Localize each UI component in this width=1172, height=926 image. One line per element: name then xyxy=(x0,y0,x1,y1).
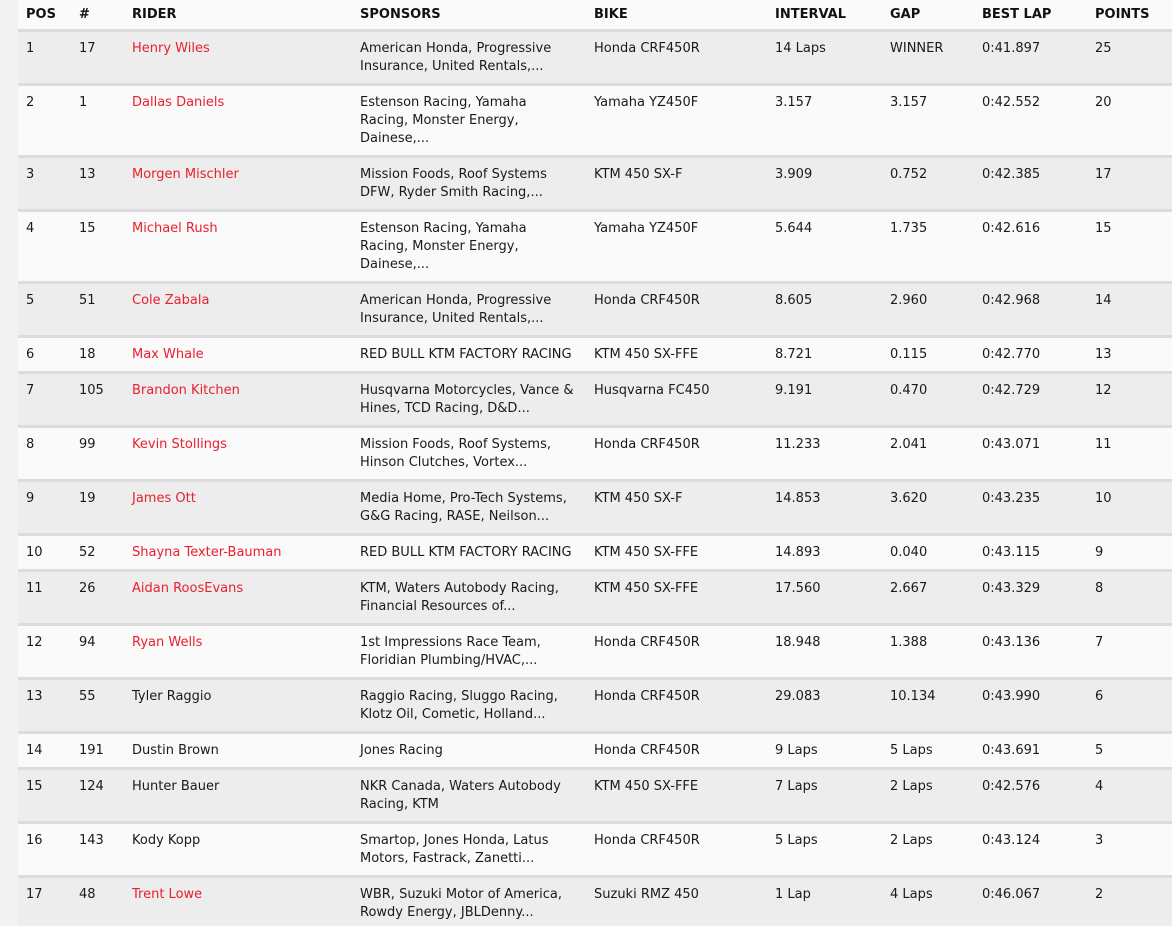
rider-link[interactable]: Brandon Kitchen xyxy=(132,383,240,398)
rider-cell xyxy=(124,31,352,85)
sponsors-cell: RED BULL KTM FACTORY RACING xyxy=(352,535,586,571)
points-cell: 2 xyxy=(1087,877,1172,926)
bike-cell: Honda CRF450R xyxy=(586,823,767,877)
gap-cell: 2 Laps xyxy=(882,823,974,877)
rider-name: Dustin Brown xyxy=(132,743,219,758)
rider-link[interactable]: Ryan Wells xyxy=(132,635,203,650)
sponsors-cell: KTM, Waters Autobody Racing, Financial Resources of... xyxy=(352,571,586,625)
points-cell: 9 xyxy=(1087,535,1172,571)
header-gap: GAP xyxy=(882,0,974,31)
gap-cell: 0.470 xyxy=(882,373,974,427)
interval-cell: 5 Laps xyxy=(767,823,882,877)
header-number: # xyxy=(71,0,124,31)
header-best-lap: BEST LAP xyxy=(974,0,1087,31)
sponsors-cell: Husqvarna Motorcycles, Vance & Hines, TCD Racing, D&D... xyxy=(352,373,586,427)
rider-link[interactable]: Michael Rush xyxy=(132,221,218,236)
best-lap-cell: 0:42.552 xyxy=(974,85,1087,157)
number-cell: 13 xyxy=(71,157,124,211)
rider-link[interactable]: James Ott xyxy=(132,491,196,506)
table-row xyxy=(18,427,1172,481)
best-lap-cell: 0:43.329 xyxy=(974,571,1087,625)
best-lap-cell: 0:43.691 xyxy=(974,733,1087,769)
number-cell: 51 xyxy=(71,283,124,337)
number-cell: 48 xyxy=(71,877,124,926)
position-cell: 10 xyxy=(18,535,71,571)
best-lap-cell: 0:42.968 xyxy=(974,283,1087,337)
position-cell: 6 xyxy=(18,337,71,373)
points-cell: 25 xyxy=(1087,31,1172,85)
rider-cell xyxy=(124,85,352,157)
bike-cell: Honda CRF450R xyxy=(586,283,767,337)
rider-cell xyxy=(124,877,352,926)
table-row xyxy=(18,679,1172,733)
rider-link[interactable]: Trent Lowe xyxy=(132,887,203,902)
interval-cell: 9.191 xyxy=(767,373,882,427)
bike-cell: KTM 450 SX-F xyxy=(586,157,767,211)
position-cell: 2 xyxy=(18,85,71,157)
gap-cell: 1.735 xyxy=(882,211,974,283)
sponsors-cell: WBR, Suzuki Motor of America, Rowdy Energy, JBLDenny... xyxy=(352,877,586,926)
gap-cell: 0.115 xyxy=(882,337,974,373)
position-cell: 3 xyxy=(18,157,71,211)
header-rider: RIDER xyxy=(124,0,352,31)
table-row xyxy=(18,283,1172,337)
best-lap-cell: 0:42.770 xyxy=(974,337,1087,373)
table-row xyxy=(18,211,1172,283)
best-lap-cell: 0:42.576 xyxy=(974,769,1087,823)
sponsors-cell: Estenson Racing, Yamaha Racing, Monster Energy, Dainese,... xyxy=(352,85,586,157)
best-lap-cell: 0:43.124 xyxy=(974,823,1087,877)
best-lap-cell: 0:43.071 xyxy=(974,427,1087,481)
interval-cell: 8.605 xyxy=(767,283,882,337)
rider-name: Tyler Raggio xyxy=(132,689,212,704)
position-cell: 11 xyxy=(18,571,71,625)
position-cell: 1 xyxy=(18,31,71,85)
table-row xyxy=(18,337,1172,373)
gap-cell: 2 Laps xyxy=(882,769,974,823)
interval-cell: 29.083 xyxy=(767,679,882,733)
results-panel xyxy=(18,0,1172,926)
bike-cell: Honda CRF450R xyxy=(586,427,767,481)
position-cell: 13 xyxy=(18,679,71,733)
interval-cell: 14.853 xyxy=(767,481,882,535)
bike-cell: Honda CRF450R xyxy=(586,31,767,85)
rider-link[interactable]: Dallas Daniels xyxy=(132,95,225,110)
sponsors-cell: Raggio Racing, Sluggo Racing, Klotz Oil, Cometic, Holland... xyxy=(352,679,586,733)
points-cell: 6 xyxy=(1087,679,1172,733)
best-lap-cell: 0:43.115 xyxy=(974,535,1087,571)
number-cell: 55 xyxy=(71,679,124,733)
sponsors-cell: Jones Racing xyxy=(352,733,586,769)
points-cell: 13 xyxy=(1087,337,1172,373)
header-interval: INTERVAL xyxy=(767,0,882,31)
sponsors-cell: Mission Foods, Roof Systems, Hinson Clutches, Vortex... xyxy=(352,427,586,481)
rider-link[interactable]: Henry Wiles xyxy=(132,41,210,56)
number-cell: 19 xyxy=(71,481,124,535)
table-row xyxy=(18,769,1172,823)
header-pos: POS xyxy=(18,0,71,31)
bike-cell: Husqvarna FC450 xyxy=(586,373,767,427)
points-cell: 17 xyxy=(1087,157,1172,211)
points-cell: 8 xyxy=(1087,571,1172,625)
bike-cell: Yamaha YZ450F xyxy=(586,211,767,283)
position-cell: 4 xyxy=(18,211,71,283)
bike-cell: Honda CRF450R xyxy=(586,625,767,679)
position-cell: 12 xyxy=(18,625,71,679)
sponsors-cell: American Honda, Progressive Insurance, United Rentals,... xyxy=(352,283,586,337)
points-cell: 11 xyxy=(1087,427,1172,481)
interval-cell: 1 Lap xyxy=(767,877,882,926)
points-cell: 3 xyxy=(1087,823,1172,877)
rider-cell xyxy=(124,679,352,733)
rider-cell xyxy=(124,373,352,427)
position-cell: 5 xyxy=(18,283,71,337)
number-cell: 124 xyxy=(71,769,124,823)
number-cell: 99 xyxy=(71,427,124,481)
rider-cell xyxy=(124,427,352,481)
sponsors-cell: Media Home, Pro-Tech Systems, G&G Racing, RASE, Neilson... xyxy=(352,481,586,535)
table-row xyxy=(18,157,1172,211)
gap-cell: 10.134 xyxy=(882,679,974,733)
interval-cell: 11.233 xyxy=(767,427,882,481)
position-cell: 9 xyxy=(18,481,71,535)
header-points: POINTS xyxy=(1087,0,1172,31)
position-cell: 17 xyxy=(18,877,71,926)
bike-cell: Suzuki RMZ 450 xyxy=(586,877,767,926)
position-cell: 14 xyxy=(18,733,71,769)
interval-cell: 14.893 xyxy=(767,535,882,571)
number-cell: 52 xyxy=(71,535,124,571)
best-lap-cell: 0:42.385 xyxy=(974,157,1087,211)
rider-link[interactable]: Max Whale xyxy=(132,347,204,362)
bike-cell: KTM 450 SX-FFE xyxy=(586,535,767,571)
table-row xyxy=(18,877,1172,926)
points-cell: 12 xyxy=(1087,373,1172,427)
table-row xyxy=(18,823,1172,877)
gap-cell: 1.388 xyxy=(882,625,974,679)
best-lap-cell: 0:43.136 xyxy=(974,625,1087,679)
table-row xyxy=(18,571,1172,625)
sponsors-cell: Smartop, Jones Honda, Latus Motors, Fastrack, Zanetti... xyxy=(352,823,586,877)
interval-cell: 3.909 xyxy=(767,157,882,211)
points-cell: 5 xyxy=(1087,733,1172,769)
bike-cell: Yamaha YZ450F xyxy=(586,85,767,157)
position-cell: 16 xyxy=(18,823,71,877)
rider-cell xyxy=(124,733,352,769)
sponsors-cell: Mission Foods, Roof Systems DFW, Ryder Smith Racing,... xyxy=(352,157,586,211)
interval-cell: 14 Laps xyxy=(767,31,882,85)
bike-cell: Honda CRF450R xyxy=(586,733,767,769)
number-cell: 105 xyxy=(71,373,124,427)
gap-cell: 3.620 xyxy=(882,481,974,535)
header-bike: BIKE xyxy=(586,0,767,31)
sponsors-cell: 1st Impressions Race Team, Floridian Plumbing/HVAC,... xyxy=(352,625,586,679)
interval-cell: 5.644 xyxy=(767,211,882,283)
table-header-row xyxy=(18,0,1172,31)
rider-link[interactable]: Morgen Mischler xyxy=(132,167,239,182)
position-cell: 15 xyxy=(18,769,71,823)
interval-cell: 9 Laps xyxy=(767,733,882,769)
position-cell: 8 xyxy=(18,427,71,481)
rider-cell xyxy=(124,157,352,211)
number-cell: 17 xyxy=(71,31,124,85)
bike-cell: Honda CRF450R xyxy=(586,679,767,733)
points-cell: 15 xyxy=(1087,211,1172,283)
points-cell: 14 xyxy=(1087,283,1172,337)
table-row xyxy=(18,373,1172,427)
table-row xyxy=(18,625,1172,679)
gap-cell: 2.960 xyxy=(882,283,974,337)
gap-cell: 5 Laps xyxy=(882,733,974,769)
rider-cell xyxy=(124,571,352,625)
sponsors-cell: NKR Canada, Waters Autobody Racing, KTM xyxy=(352,769,586,823)
gap-cell: WINNER xyxy=(882,31,974,85)
rider-cell xyxy=(124,535,352,571)
rider-cell xyxy=(124,337,352,373)
gap-cell: 0.752 xyxy=(882,157,974,211)
best-lap-cell: 0:43.235 xyxy=(974,481,1087,535)
rider-cell xyxy=(124,625,352,679)
interval-cell: 8.721 xyxy=(767,337,882,373)
rider-cell xyxy=(124,823,352,877)
rider-cell xyxy=(124,283,352,337)
points-cell: 10 xyxy=(1087,481,1172,535)
rider-name: Hunter Bauer xyxy=(132,779,220,794)
sponsors-cell: Estenson Racing, Yamaha Racing, Monster Energy, Dainese,... xyxy=(352,211,586,283)
header-sponsors: SPONSORS xyxy=(352,0,586,31)
number-cell: 18 xyxy=(71,337,124,373)
bike-cell: KTM 450 SX-FFE xyxy=(586,571,767,625)
interval-cell: 3.157 xyxy=(767,85,882,157)
number-cell: 15 xyxy=(71,211,124,283)
sponsors-cell: American Honda, Progressive Insurance, United Rentals,... xyxy=(352,31,586,85)
number-cell: 94 xyxy=(71,625,124,679)
best-lap-cell: 0:43.990 xyxy=(974,679,1087,733)
number-cell: 191 xyxy=(71,733,124,769)
best-lap-cell: 0:42.616 xyxy=(974,211,1087,283)
bike-cell: KTM 450 SX-F xyxy=(586,481,767,535)
number-cell: 1 xyxy=(71,85,124,157)
gap-cell: 2.041 xyxy=(882,427,974,481)
table-row xyxy=(18,535,1172,571)
points-cell: 7 xyxy=(1087,625,1172,679)
sponsors-cell: RED BULL KTM FACTORY RACING xyxy=(352,337,586,373)
interval-cell: 7 Laps xyxy=(767,769,882,823)
rider-link[interactable]: Aidan RoosEvans xyxy=(132,581,244,596)
gap-cell: 2.667 xyxy=(882,571,974,625)
table-row xyxy=(18,733,1172,769)
rider-link[interactable]: Kevin Stollings xyxy=(132,437,227,452)
gap-cell: 4 Laps xyxy=(882,877,974,926)
best-lap-cell: 0:46.067 xyxy=(974,877,1087,926)
rider-link[interactable]: Cole Zabala xyxy=(132,293,210,308)
table-row xyxy=(18,481,1172,535)
number-cell: 143 xyxy=(71,823,124,877)
best-lap-cell: 0:42.729 xyxy=(974,373,1087,427)
rider-cell xyxy=(124,769,352,823)
bike-cell: KTM 450 SX-FFE xyxy=(586,337,767,373)
table-row xyxy=(18,85,1172,157)
rider-cell xyxy=(124,481,352,535)
rider-name: Kody Kopp xyxy=(132,833,201,848)
gap-cell: 0.040 xyxy=(882,535,974,571)
table-row xyxy=(18,31,1172,85)
interval-cell: 17.560 xyxy=(767,571,882,625)
bike-cell: KTM 450 SX-FFE xyxy=(586,769,767,823)
rider-link[interactable]: Shayna Texter-Bauman xyxy=(132,545,282,560)
best-lap-cell: 0:41.897 xyxy=(974,31,1087,85)
position-cell: 7 xyxy=(18,373,71,427)
points-cell: 4 xyxy=(1087,769,1172,823)
interval-cell: 18.948 xyxy=(767,625,882,679)
gap-cell: 3.157 xyxy=(882,85,974,157)
rider-cell xyxy=(124,211,352,283)
race-results-table xyxy=(18,0,1172,926)
points-cell: 20 xyxy=(1087,85,1172,157)
number-cell: 26 xyxy=(71,571,124,625)
